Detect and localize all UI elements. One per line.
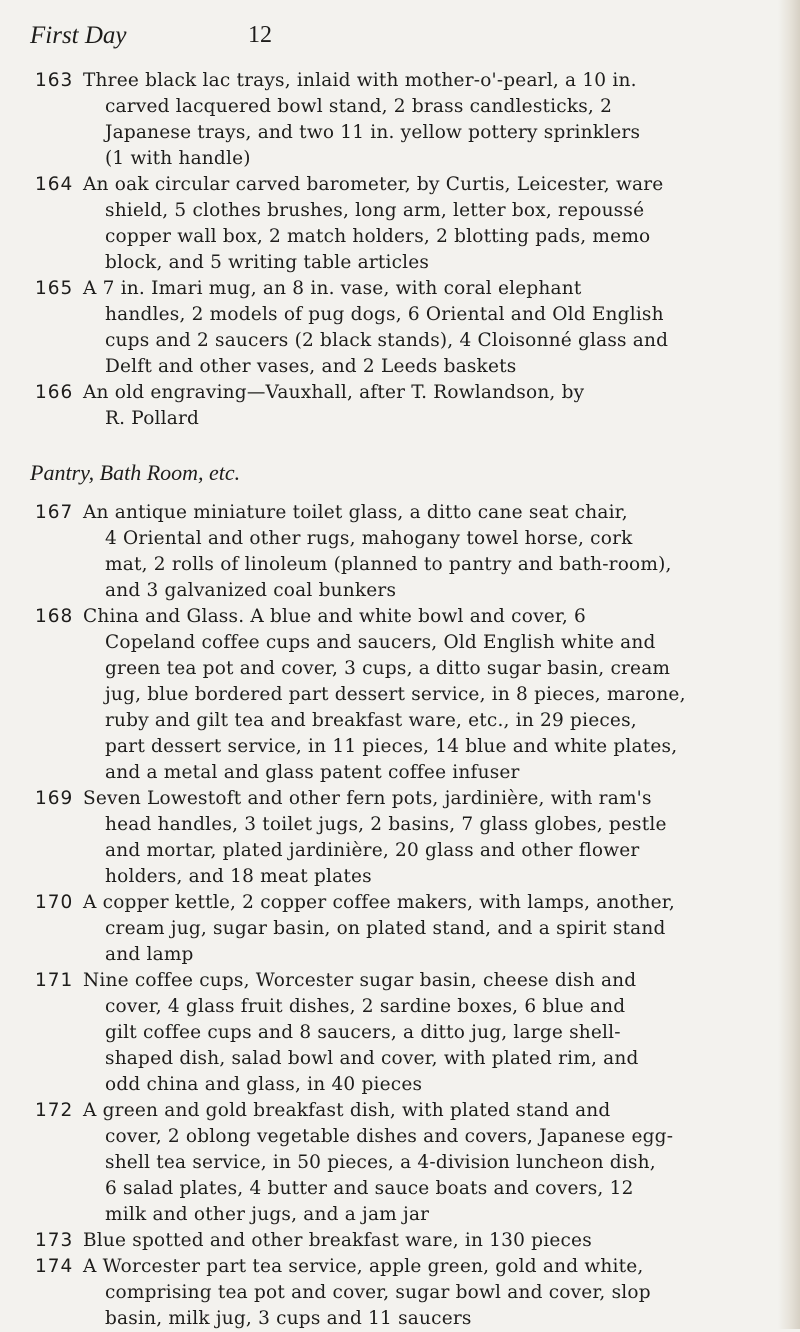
- lot-172: [0, 1098, 778, 1228]
- lot-description: [83, 172, 751, 276]
- lot-line: A 7 in. Imari mug, an 8 in. vase, with coral elephant: [83, 278, 582, 299]
- lot-line: cover, 2 oblong vegetable dishes and covers, Japanese egg-: [105, 1126, 674, 1147]
- lot-line: handles, 2 models of pug dogs, 6 Oriental and Old English: [105, 304, 664, 325]
- lot-number: 170: [35, 892, 74, 913]
- lot-description: [83, 968, 751, 1098]
- lot-description: [83, 786, 751, 890]
- lot-line: Three black lac trays, inlaid with mother-o'-pearl, a 10 in.: [83, 70, 637, 91]
- lot-line: part dessert service, in 11 pieces, 14 blue and white plates,: [105, 736, 678, 757]
- lot-165: [0, 276, 778, 380]
- lot-163: [0, 68, 778, 172]
- lot-line: cups and 2 saucers (2 black stands), 4 Cloisonné glass and: [105, 330, 669, 351]
- lot-line: cover, 4 glass fruit dishes, 2 sardine boxes, 6 blue and: [105, 996, 626, 1017]
- lot-list-first: [0, 68, 778, 432]
- lot-description: [83, 68, 751, 172]
- lot-description: [83, 276, 751, 380]
- lot-line: milk and other jugs, and a jam jar: [105, 1204, 430, 1225]
- lot-line: mat, 2 rolls of linoleum (planned to pantry and bath-room),: [105, 554, 672, 575]
- lot-line: Copeland coffee cups and saucers, Old English white and: [105, 632, 656, 653]
- lot-line: and mortar, plated jardinière, 20 glass and other flower: [105, 840, 640, 861]
- lot-number: 167: [35, 502, 74, 523]
- lot-line: China and Glass. A blue and white bowl and cover, 6: [83, 606, 587, 627]
- lot-number: 166: [35, 382, 74, 403]
- lot-number: 168: [35, 606, 74, 627]
- lot-line: head handles, 3 toilet jugs, 2 basins, 7 glass globes, pestle: [105, 814, 667, 835]
- lot-line: and 3 galvanized coal bunkers: [105, 580, 397, 601]
- lot-line: 4 Oriental and other rugs, mahogany towel horse, cork: [105, 528, 633, 549]
- lot-line: cream jug, sugar basin, on plated stand, and a spirit stand: [105, 918, 666, 939]
- lot-number: 169: [35, 788, 74, 809]
- lot-line: and lamp: [105, 944, 194, 965]
- lot-line: Nine coffee cups, Worcester sugar basin, cheese dish and: [83, 970, 637, 991]
- lot-number: 173: [35, 1230, 74, 1251]
- lot-164: [0, 172, 778, 276]
- lot-description: [83, 1228, 751, 1254]
- lot-list-pantry: [0, 500, 778, 1332]
- lot-line: and a metal and glass patent coffee infuser: [105, 762, 520, 783]
- lot-line: odd china and glass, in 40 pieces: [105, 1074, 423, 1095]
- lot-line: basin, milk jug, 3 cups and 11 saucers: [105, 1308, 472, 1329]
- lot-line: shield, 5 clothes brushes, long arm, letter box, repoussé: [105, 200, 645, 221]
- page-header: [30, 22, 730, 62]
- lot-line: shaped dish, salad bowl and cover, with plated rim, and: [105, 1048, 639, 1069]
- lot-number: 165: [35, 278, 74, 299]
- lot-line: An oak circular carved barometer, by Curtis, Leicester, ware: [83, 174, 664, 195]
- section-heading: Pantry, Bath Room, etc.: [30, 460, 241, 485]
- lot-description: [83, 380, 751, 432]
- lot-line: A green and gold breakfast dish, with plated stand and: [83, 1100, 611, 1121]
- lot-167: [0, 500, 778, 604]
- lot-line: 6 salad plates, 4 butter and sauce boats and covers, 12: [105, 1178, 634, 1199]
- lot-line: jug, blue bordered part dessert service, in 8 pieces, marone,: [105, 684, 686, 705]
- lot-description: [83, 1098, 751, 1228]
- lot-line: A copper kettle, 2 copper coffee makers, with lamps, another,: [83, 892, 675, 913]
- lot-line: ruby and gilt tea and breakfast ware, etc., in 29 pieces,: [105, 710, 637, 731]
- lot-line: green tea pot and cover, 3 cups, a ditto sugar basin, cream: [105, 658, 671, 679]
- lot-line: R. Pollard: [105, 408, 200, 429]
- lot-170: [0, 890, 778, 968]
- lot-169: [0, 786, 778, 890]
- lot-line: A Worcester part tea service, apple green, gold and white,: [83, 1256, 644, 1277]
- lot-description: [83, 604, 751, 786]
- lot-168: [0, 604, 778, 786]
- lot-line: An old engraving—Vauxhall, after T. Rowlandson, by: [83, 382, 585, 403]
- lot-line: comprising tea pot and cover, sugar bowl and cover, slop: [105, 1282, 651, 1303]
- lot-173: [0, 1228, 778, 1254]
- lot-line: copper wall box, 2 match holders, 2 blotting pads, memo: [105, 226, 651, 247]
- lot-number: 171: [35, 970, 74, 991]
- lot-166: [0, 380, 778, 432]
- lot-line: (1 with handle): [105, 148, 251, 169]
- lot-171: [0, 968, 778, 1098]
- lot-description: [83, 500, 751, 604]
- lot-line: Japanese trays, and two 11 in. yellow pottery sprinklers: [105, 122, 641, 143]
- lot-line: Delft and other vases, and 2 Leeds baskets: [105, 356, 517, 377]
- lot-line: An antique miniature toilet glass, a ditto cane seat chair,: [83, 502, 628, 523]
- lot-line: Seven Lowestoft and other fern pots, jardinière, with ram's: [83, 788, 652, 809]
- lot-number: 163: [35, 70, 74, 91]
- lot-line: carved lacquered bowl stand, 2 brass candlesticks, 2: [105, 96, 613, 117]
- section-title: First Day: [30, 22, 127, 49]
- lot-line: holders, and 18 meat plates: [105, 866, 372, 887]
- lot-number: 172: [35, 1100, 74, 1121]
- lot-description: [83, 890, 751, 968]
- lot-line: Blue spotted and other breakfast ware, in 130 pieces: [83, 1230, 592, 1251]
- lot-description: [83, 1254, 751, 1332]
- lot-line: block, and 5 writing table articles: [105, 252, 430, 273]
- lot-174: [0, 1254, 778, 1332]
- lot-line: shell tea service, in 50 pieces, a 4-division luncheon dish,: [105, 1152, 656, 1173]
- page-number: 12: [248, 22, 272, 48]
- lot-line: gilt coffee cups and 8 saucers, a ditto jug, large shell-: [105, 1022, 621, 1043]
- page-edge-shadow: [778, 0, 800, 1329]
- lot-number: 164: [35, 174, 74, 195]
- lot-number: 174: [35, 1256, 74, 1277]
